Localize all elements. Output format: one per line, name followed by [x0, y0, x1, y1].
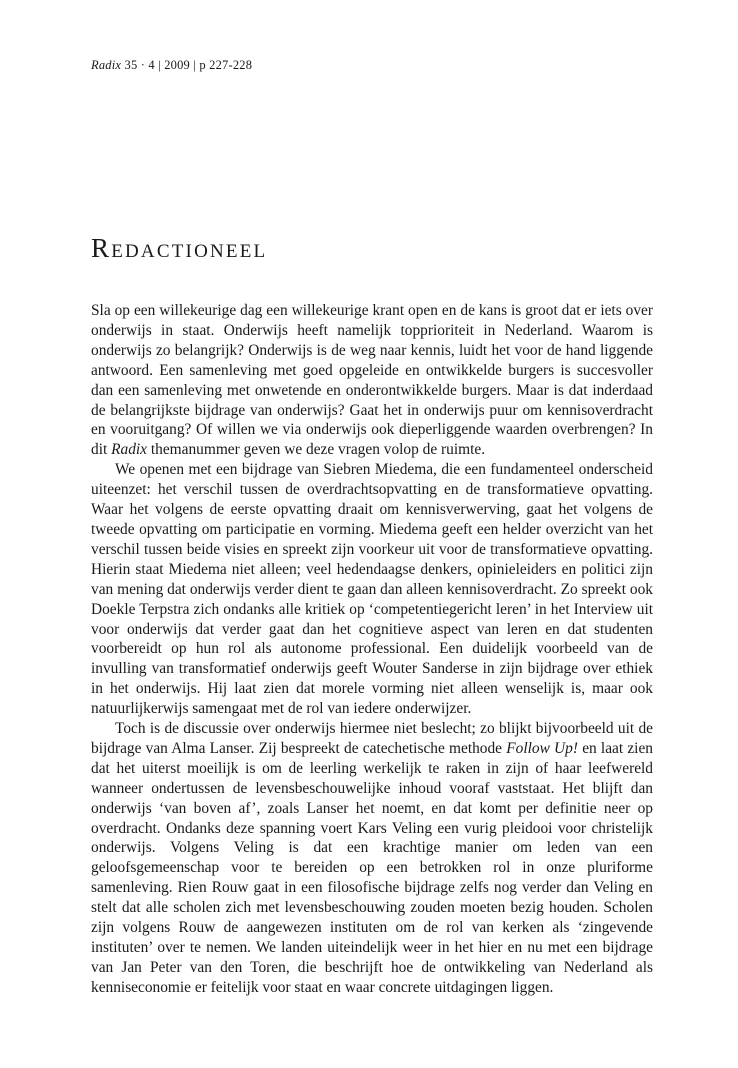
page-title: Redactioneel	[91, 233, 268, 263]
paragraph-intro: Sla op een willekeurige dag een willekeurige krant open en de kans is groot dat er iets over onderwijs in staat. Onderwijs heeft namelijk topprioriteit in Nederland. Waarom is onderwijs zo belangrijk? Onderwijs is de weg naar kennis, luidt het voor de hand liggende antwoord. Een samenleving met goed opgeleide en ontwikkelde burgers is succesvoller dan een samenleving met onwetende en onderontwikkelde burgers. Maar is dat inderdaad de belangrijkste bijdrage van onderwijs? Gaat het in onderwijs puur om kennisoverdracht en vooruitgang? Of willen we via onderwijs ook dieperliggende waarden overbrengen? In dit Radix themanummer geven we deze vragen volop de ruimte.	[91, 302, 653, 459]
journal-name: Radix	[91, 58, 122, 72]
running-head	[91, 58, 252, 73]
journal-name-inline: Radix	[111, 441, 148, 459]
paragraph-lanser: Toch is de discussie over onderwijs hiermee niet beslecht; zo blijkt bijvoorbeeld uit de bijdrage van Alma Lanser. Zij bespreekt de catechetische methode Follow Up! en laat zien dat het uiterst moeilijk is om de leerling werkelijk te raken in zijn of haar leefwereld wanneer ondertussen de levensbeschouwelijke inhoud vooraf vaststaat. Het blijft dan onderwijs ‘van boven af’, zoals Lanser het noemt, en dat komt per definitie neer op overdracht. Ondanks deze spanning voert Kars Veling een vurig pleidooi voor christelijk onderwijs. Volgens Veling is dat een krachtige manier om leden van een geloofsgemeenschap voor te bereiden op een betrokken rol in onze pluriforme samenleving. Rien Rouw gaat in een filosofische bijdrage zelfs nog verder dan Veling en stelt dat alle scholen zich met levensbeschouwing zouden moeten bezig houden. Scholen zijn volgens Rouw de aangewezen instituten om de rol van kerken als ‘zingevende instituten’ over te nemen. We landen uiteindelijk weer in het hier en nu met een bijdrage van Jan Peter van den Toren, die beschrijft hoe de ontwikkeling van Nederland als kenniseconomie er feitelijk voor staat en waar concrete uitdagingen liggen.	[91, 720, 653, 996]
paragraph-miedema: We openen met een bijdrage van Siebren Miedema, die een fundamenteel onderscheid uiteenzet: het verschil tussen de overdrachtsopvatting en de transformatieve opvatting. Waar het volgens de eerste opvatting draait om kennisverwerving, gaat het volgens de tweede opvatting om participatie en vorming. Miedema geeft een helder overzicht van het verschil tussen beide visies en spreekt zijn voorkeur uit voor de transformatieve opvatting. Hierin staat Miedema niet alleen; veel hedendaagse denkers, opinieleiders en politici zijn van mening dat onderwijs verder dient te gaan dan alleen kennisoverdracht. Zo spreekt ook Doekle Terpstra zich ondanks alle kritiek op ‘competentiegericht leren’ in het Interview uit voor onderwijs dat verder gaat dan het cognitieve aspect van leren en dat studenten voorbereidt op hun rol als autonome professional. Een duidelijk voorbeeld van de invulling van transformatief onderwijs geeft Wouter Sanderse in zijn bijdrage over ethiek in het onderwijs. Hij laat zien dat morele vorming niet alleen wenselijk is, maar ook natuurlijkerwijs samengaat met de rol van iedere onderwijzer.	[91, 461, 653, 718]
body-text	[91, 301, 653, 998]
issue-details: 35 · 4 | 2009 | p 227-228	[121, 58, 253, 72]
method-title: Follow Up!	[506, 739, 578, 757]
